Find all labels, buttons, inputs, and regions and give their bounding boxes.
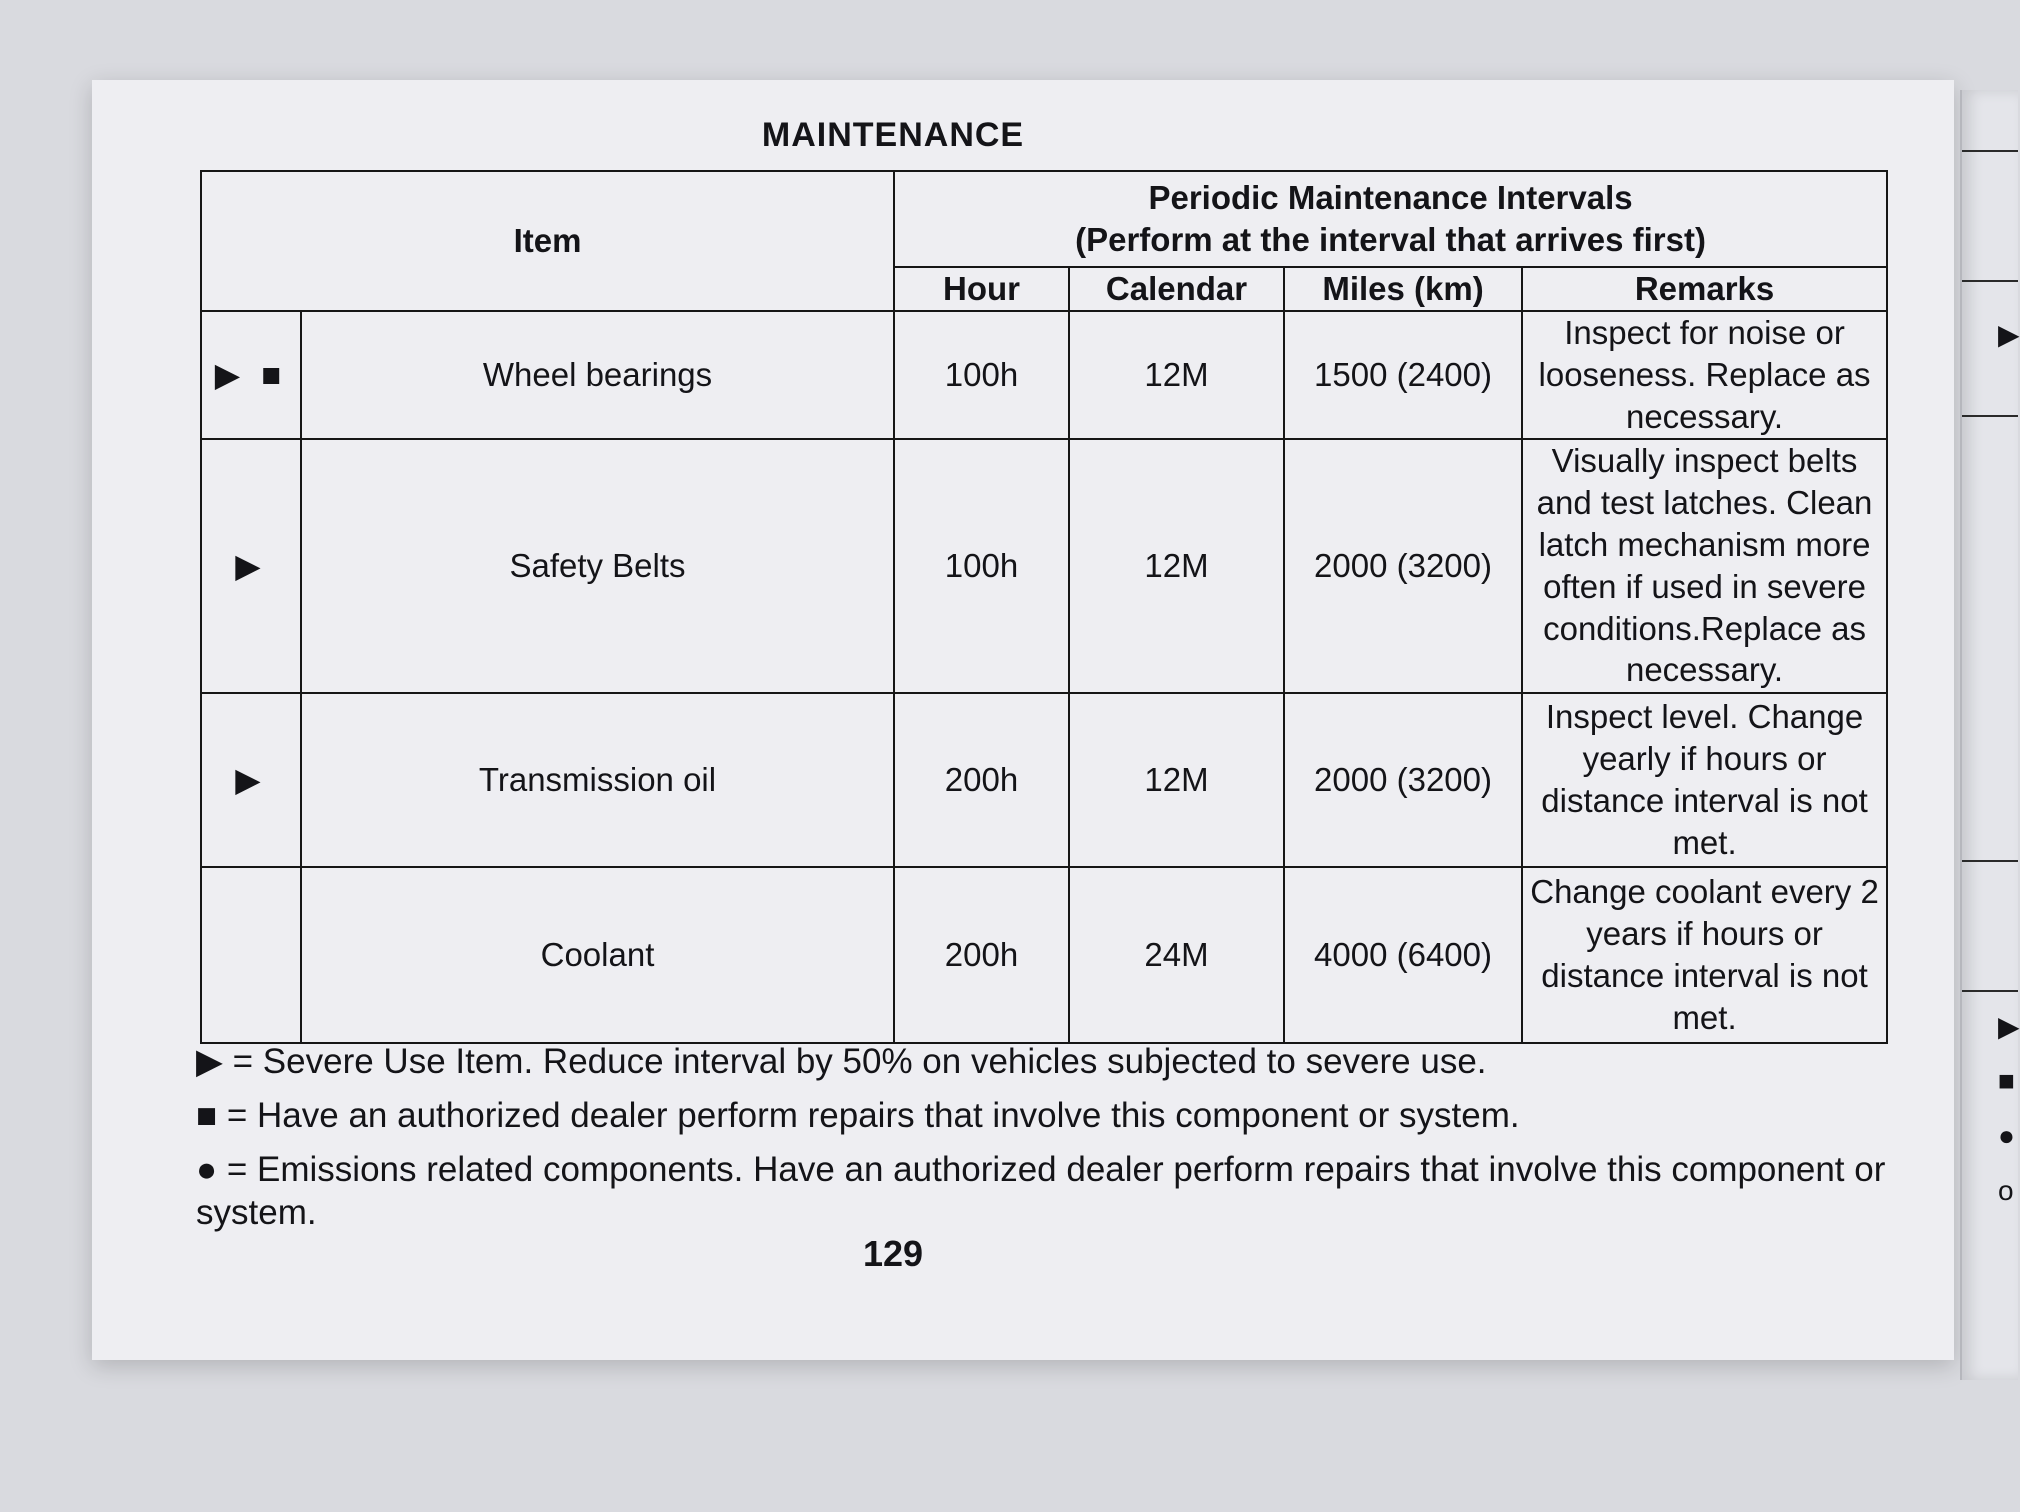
next-page-rule [1962,280,2018,282]
next-page-dealer-icon: ■ [1998,1065,2015,1096]
row-remarks: Inspect level. Change yearly if hours or distance interval is not met. [1522,693,1887,867]
row-item: Wheel bearings [301,311,894,439]
header-hour: Hour [894,267,1069,311]
page-title: MAINTENANCE [761,116,1025,154]
row-symbols [201,867,301,1043]
row-remarks: Change coolant every 2 years if hours or distance interval is not met. [1522,867,1887,1043]
row-calendar: 12M [1069,693,1284,867]
next-page-severe-icon: ▶ [1998,1011,2020,1042]
row-remarks: Visually inspect belts and test latches. Clean latch mechanism more often if used in severe conditions.Replace as necessary. [1522,439,1887,693]
severe-use-icon: ▶ [196,1042,223,1081]
next-page-rule [1962,860,2018,862]
row-hour: 100h [894,311,1069,439]
header-item: Item [201,171,894,311]
legend-dealer-repair-text: = Have an authorized dealer perform repairs that involve this component or system. [217,1095,1520,1135]
row-miles: 2000 (3200) [1284,439,1522,693]
row-symbols: ▶ [201,439,301,693]
legend-severe-use-text: = Severe Use Item. Reduce interval by 50% on vehicles subjected to severe use. [222,1042,1487,1081]
emissions-icon: ● [196,1149,218,1189]
row-remarks: Inspect for noise or looseness. Replace as necessary. [1522,311,1887,439]
row-symbols: ▶ ■ [201,311,301,439]
table-row [201,693,1887,867]
row-miles: 1500 (2400) [1284,311,1522,439]
row-calendar: 12M [1069,439,1284,693]
manual-page [92,80,1954,1360]
row-item: Coolant [301,867,894,1043]
next-page-edge [1960,90,2018,1380]
next-page-rule [1962,990,2018,992]
row-hour: 100h [894,439,1069,693]
row-item: Transmission oil [301,693,894,867]
dealer-repair-icon: ■ [196,1095,218,1135]
table-row [201,311,1887,439]
row-item: Safety Belts [301,439,894,693]
row-hour: 200h [894,867,1069,1043]
row-calendar: 12M [1069,311,1284,439]
row-hour: 200h [894,693,1069,867]
legend-severe-use [196,1040,1896,1084]
next-page-emissions-icon: ● [1998,1120,2015,1151]
maintenance-table [200,170,1888,1044]
next-page-text-fragment: o [1998,1175,2014,1206]
legend-dealer-repair [196,1094,1896,1138]
next-page-rule [1962,415,2018,417]
next-page-rule [1962,150,2018,152]
header-intervals-title: Periodic Maintenance Intervals [1148,179,1633,217]
legend-emissions-text: = Emissions related components. Have an authorized dealer perform repairs that involve this component or system. [196,1149,1886,1233]
table-row [201,867,1887,1043]
row-calendar: 24M [1069,867,1284,1043]
header-calendar: Calendar [1069,267,1284,311]
header-remarks: Remarks [1522,267,1887,311]
header-miles: Miles (km) [1284,267,1522,311]
legend-emissions [196,1148,1896,1236]
legend [196,1040,1896,1235]
row-symbols: ▶ [201,693,301,867]
row-miles: 2000 (3200) [1284,693,1522,867]
page-number: 129 [862,1233,924,1274]
next-page-severe-icon: ▶ [1998,319,2020,350]
row-miles: 4000 (6400) [1284,867,1522,1043]
header-intervals [894,171,1887,267]
table-row [201,439,1887,693]
header-intervals-subtitle: (Perform at the interval that arrives first) [1075,221,1706,258]
